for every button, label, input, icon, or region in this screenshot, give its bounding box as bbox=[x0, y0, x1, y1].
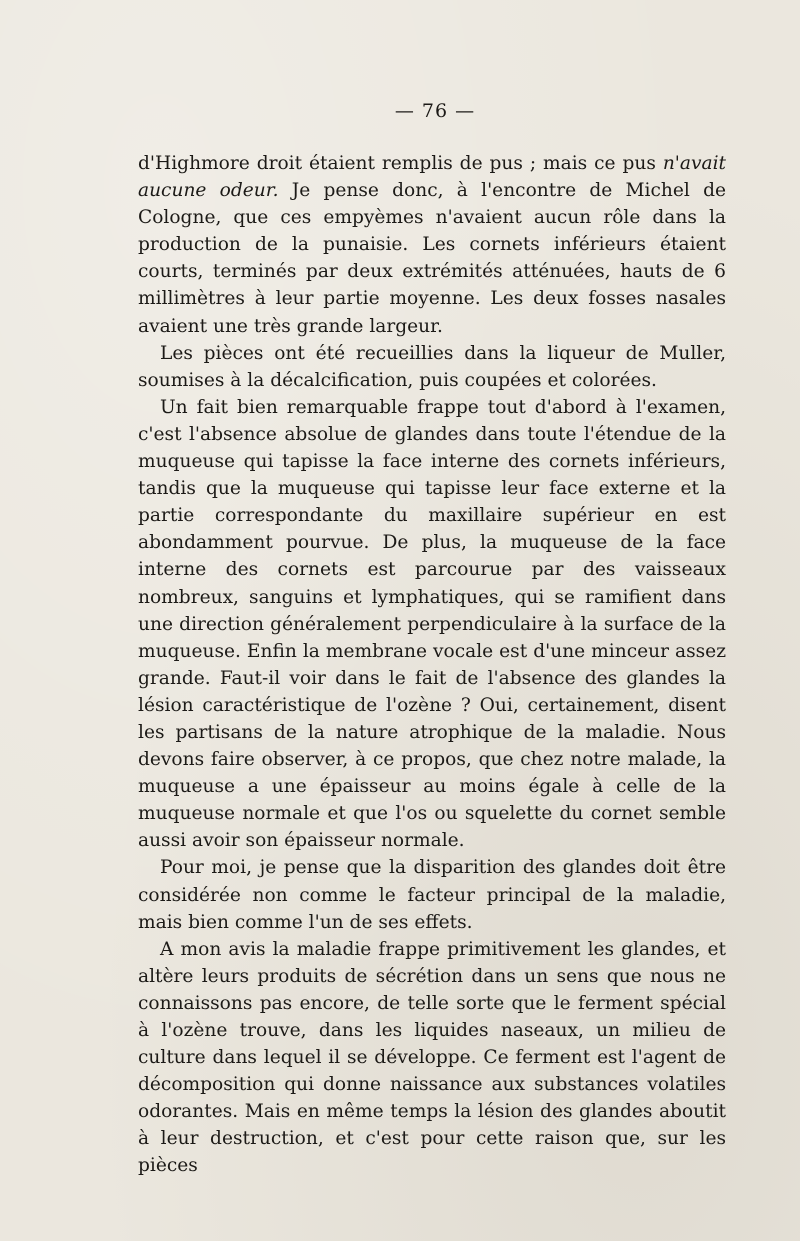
paragraph-1-text-start: d'Highmore droit étaient remplis de pus ; mais ce pus bbox=[138, 153, 663, 174]
paragraph-3: Un fait bien remarquable frappe tout d'abord à l'examen, c'est l'absence absolue de glandes dans toute l'étendue de la muqueuse qui tapisse la face interne des cornets inférieurs, tandis que la muqueuse qui tapisse leur face externe et la partie correspondante du maxillaire supérieur en est abondamment pourvue. De plus, la muqueuse de la face interne des cornets est parcourue par des vaisseaux nombreux, sanguins et lymphatiques, qui se ramifient dans une direction généralement perpendiculaire à la surface de la muqueuse. Enfin la membrane vocale est d'une minceur assez grande. Faut-il voir dans le fait de l'absence des glandes la lésion caractéristique de l'ozène ? Oui, certainement, disent les partisans de la nature atrophique de la maladie. Nous devons faire observer, à ce propos, que chez notre malade, la muqueuse a une épaisseur au moins égale à celle de la muqueuse normale et que l'os ou squelette du cornet semble aussi avoir son épaisseur normale. bbox=[138, 396, 726, 852]
paragraph-1-text-end: Je pense donc, à l'encontre de Michel de Cologne, que ces empyèmes n'avaient aucun rôle dans la production de la punaisie. Les cornets inférieurs étaient courts, terminés par deux extrémités atténuées, hauts de 6 millimètres à leur partie moyenne. Les deux fosses nasales avaient une très grande largeur. bbox=[138, 180, 726, 337]
paragraph-4: Pour moi, je pense que la disparition des glandes doit être considérée non comme le facteur principal de la maladie, mais bien comme l'un de ses effets. bbox=[138, 857, 726, 933]
paragraph-1 bbox=[138, 150, 726, 340]
paragraph-1-italic-phrase: n'avait aucune odeur. bbox=[138, 153, 726, 202]
page-number: — 76 — bbox=[394, 100, 476, 122]
body-text bbox=[138, 150, 726, 1180]
paragraph-2: Les pièces ont été recueillies dans la liqueur de Muller, soumises à la décalcification, puis coupées et colorées. bbox=[138, 342, 726, 391]
paragraph-5: A mon avis la maladie frappe primitivement les glandes, et altère leurs produits de sécrétion dans un sens que nous ne connaissons pas encore, de telle sorte que le ferment spécial à l'ozène trouve, dans les liquides naseaux, un milieu de culture dans lequel il se développe. Ce ferment est l'agent de décomposition qui donne naissance aux substances volatiles odorantes. Mais en même temps la lésion des glandes aboutit à leur destruction, et c'est pour cette raison que, sur les pièces bbox=[138, 938, 726, 1177]
